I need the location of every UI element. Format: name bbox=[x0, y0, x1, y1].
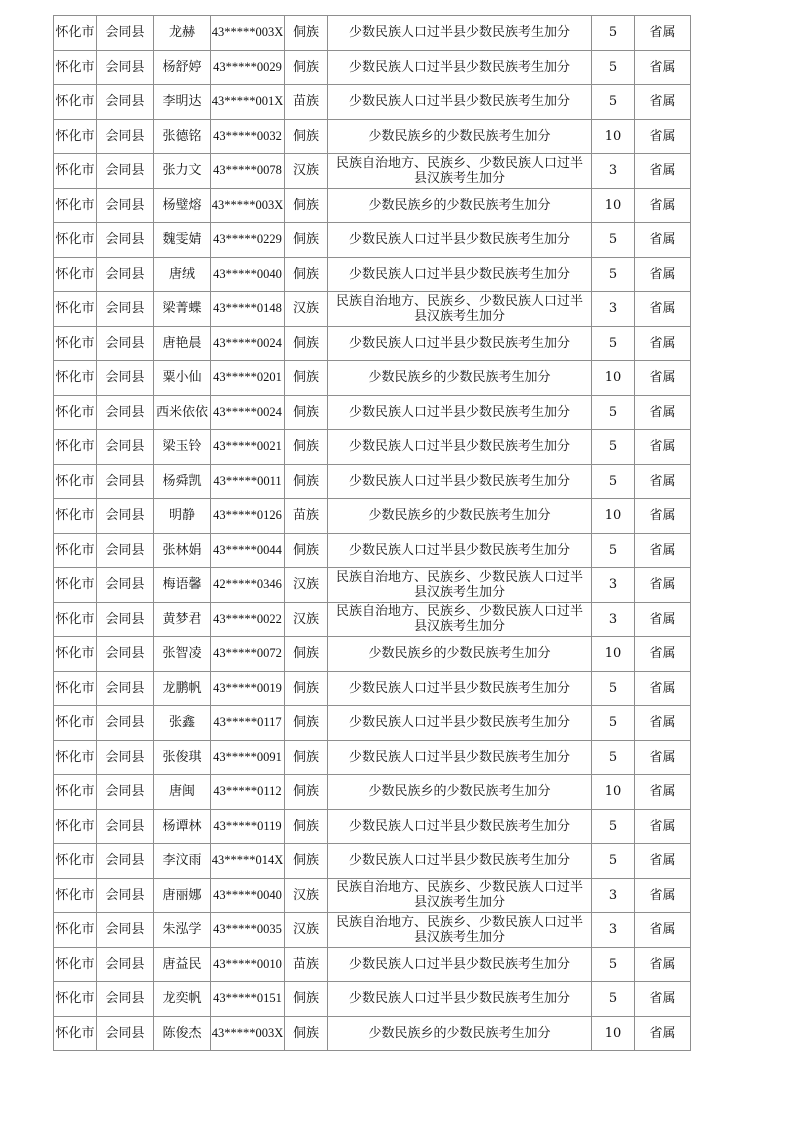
ethnicity-cell: 苗族 bbox=[285, 499, 328, 534]
level-cell: 省属 bbox=[635, 533, 691, 568]
table-row bbox=[54, 257, 691, 292]
table-row bbox=[54, 533, 691, 568]
id-number-cell: 43*****0091 bbox=[211, 740, 285, 775]
level-cell: 省属 bbox=[635, 430, 691, 465]
county-cell: 会同县 bbox=[97, 395, 154, 430]
bonus-points-cell: 3 bbox=[592, 913, 635, 948]
name-cell: 陈俊杰 bbox=[154, 1016, 211, 1051]
id-number-cell: 43*****0029 bbox=[211, 50, 285, 85]
level-cell: 省属 bbox=[635, 913, 691, 948]
bonus-reason-cell: 少数民族人口过半县少数民族考生加分 bbox=[328, 844, 592, 879]
level-cell: 省属 bbox=[635, 188, 691, 223]
county-cell: 会同县 bbox=[97, 119, 154, 154]
bonus-reason-cell: 少数民族乡的少数民族考生加分 bbox=[328, 637, 592, 672]
table-row bbox=[54, 464, 691, 499]
county-cell: 会同县 bbox=[97, 913, 154, 948]
level-cell: 省属 bbox=[635, 119, 691, 154]
name-cell: 唐闽 bbox=[154, 775, 211, 810]
id-number-cell: 43*****0078 bbox=[211, 154, 285, 189]
name-cell: 魏雯婧 bbox=[154, 223, 211, 258]
county-cell: 会同县 bbox=[97, 85, 154, 120]
name-cell: 杨舜凯 bbox=[154, 464, 211, 499]
id-number-cell: 43*****0011 bbox=[211, 464, 285, 499]
bonus-points-cell: 10 bbox=[592, 775, 635, 810]
bonus-points-cell: 10 bbox=[592, 119, 635, 154]
city-cell: 怀化市 bbox=[54, 154, 97, 189]
county-cell: 会同县 bbox=[97, 154, 154, 189]
city-cell: 怀化市 bbox=[54, 223, 97, 258]
level-cell: 省属 bbox=[635, 775, 691, 810]
name-cell: 李明达 bbox=[154, 85, 211, 120]
ethnicity-cell: 侗族 bbox=[285, 706, 328, 741]
name-cell: 龙奕帆 bbox=[154, 982, 211, 1017]
level-cell: 省属 bbox=[635, 844, 691, 879]
city-cell: 怀化市 bbox=[54, 740, 97, 775]
ethnicity-cell: 汉族 bbox=[285, 602, 328, 637]
level-cell: 省属 bbox=[635, 637, 691, 672]
level-cell: 省属 bbox=[635, 223, 691, 258]
id-number-cell: 43*****0035 bbox=[211, 913, 285, 948]
bonus-reason-cell: 少数民族乡的少数民族考生加分 bbox=[328, 119, 592, 154]
level-cell: 省属 bbox=[635, 395, 691, 430]
bonus-reason-cell: 民族自治地方、民族乡、少数民族人口过半县汉族考生加分 bbox=[328, 913, 592, 948]
county-cell: 会同县 bbox=[97, 188, 154, 223]
ethnicity-cell: 侗族 bbox=[285, 844, 328, 879]
bonus-points-cell: 10 bbox=[592, 361, 635, 396]
level-cell: 省属 bbox=[635, 740, 691, 775]
bonus-reason-cell: 少数民族乡的少数民族考生加分 bbox=[328, 775, 592, 810]
city-cell: 怀化市 bbox=[54, 982, 97, 1017]
ethnicity-cell: 侗族 bbox=[285, 740, 328, 775]
bonus-points-cell: 10 bbox=[592, 188, 635, 223]
name-cell: 唐艳晨 bbox=[154, 326, 211, 361]
table-row bbox=[54, 326, 691, 361]
table-row bbox=[54, 223, 691, 258]
ethnicity-cell: 侗族 bbox=[285, 464, 328, 499]
city-cell: 怀化市 bbox=[54, 533, 97, 568]
name-cell: 梅语馨 bbox=[154, 568, 211, 603]
ethnicity-cell: 侗族 bbox=[285, 326, 328, 361]
id-number-cell: 43*****0040 bbox=[211, 257, 285, 292]
bonus-points-cell: 3 bbox=[592, 602, 635, 637]
ethnicity-cell: 苗族 bbox=[285, 947, 328, 982]
ethnicity-cell: 汉族 bbox=[285, 568, 328, 603]
level-cell: 省属 bbox=[635, 706, 691, 741]
county-cell: 会同县 bbox=[97, 533, 154, 568]
id-number-cell: 43*****0117 bbox=[211, 706, 285, 741]
city-cell: 怀化市 bbox=[54, 188, 97, 223]
id-number-cell: 43*****001X bbox=[211, 85, 285, 120]
city-cell: 怀化市 bbox=[54, 326, 97, 361]
ethnicity-cell: 侗族 bbox=[285, 1016, 328, 1051]
id-number-cell: 43*****0119 bbox=[211, 809, 285, 844]
id-number-cell: 43*****0022 bbox=[211, 602, 285, 637]
city-cell: 怀化市 bbox=[54, 430, 97, 465]
name-cell: 龙赫 bbox=[154, 16, 211, 51]
name-cell: 张林娟 bbox=[154, 533, 211, 568]
ethnicity-cell: 侗族 bbox=[285, 809, 328, 844]
city-cell: 怀化市 bbox=[54, 913, 97, 948]
name-cell: 梁玉铃 bbox=[154, 430, 211, 465]
county-cell: 会同县 bbox=[97, 50, 154, 85]
id-number-cell: 43*****003X bbox=[211, 16, 285, 51]
level-cell: 省属 bbox=[635, 326, 691, 361]
level-cell: 省属 bbox=[635, 257, 691, 292]
county-cell: 会同县 bbox=[97, 499, 154, 534]
id-number-cell: 43*****0072 bbox=[211, 637, 285, 672]
city-cell: 怀化市 bbox=[54, 395, 97, 430]
city-cell: 怀化市 bbox=[54, 568, 97, 603]
name-cell: 唐丽娜 bbox=[154, 878, 211, 913]
county-cell: 会同县 bbox=[97, 430, 154, 465]
bonus-reason-cell: 少数民族人口过半县少数民族考生加分 bbox=[328, 982, 592, 1017]
level-cell: 省属 bbox=[635, 878, 691, 913]
name-cell: 粟小仙 bbox=[154, 361, 211, 396]
bonus-reason-cell: 少数民族人口过半县少数民族考生加分 bbox=[328, 706, 592, 741]
bonus-points-cell: 5 bbox=[592, 16, 635, 51]
name-cell: 龙鹏帆 bbox=[154, 671, 211, 706]
bonus-points-cell: 5 bbox=[592, 740, 635, 775]
name-cell: 张德铭 bbox=[154, 119, 211, 154]
county-cell: 会同县 bbox=[97, 637, 154, 672]
ethnicity-cell: 侗族 bbox=[285, 671, 328, 706]
city-cell: 怀化市 bbox=[54, 844, 97, 879]
city-cell: 怀化市 bbox=[54, 499, 97, 534]
bonus-points-cell: 5 bbox=[592, 50, 635, 85]
bonus-reason-cell: 少数民族乡的少数民族考生加分 bbox=[328, 361, 592, 396]
bonus-points-cell: 5 bbox=[592, 844, 635, 879]
county-cell: 会同县 bbox=[97, 464, 154, 499]
id-number-cell: 43*****0019 bbox=[211, 671, 285, 706]
table-row bbox=[54, 154, 691, 189]
city-cell: 怀化市 bbox=[54, 464, 97, 499]
level-cell: 省属 bbox=[635, 292, 691, 327]
id-number-cell: 43*****0032 bbox=[211, 119, 285, 154]
table-body bbox=[54, 16, 691, 1051]
bonus-points-cell: 5 bbox=[592, 982, 635, 1017]
name-cell: 李汶雨 bbox=[154, 844, 211, 879]
bonus-reason-cell: 少数民族人口过半县少数民族考生加分 bbox=[328, 809, 592, 844]
level-cell: 省属 bbox=[635, 85, 691, 120]
county-cell: 会同县 bbox=[97, 257, 154, 292]
city-cell: 怀化市 bbox=[54, 809, 97, 844]
bonus-points-cell: 10 bbox=[592, 637, 635, 672]
level-cell: 省属 bbox=[635, 499, 691, 534]
bonus-points-table bbox=[53, 15, 691, 1051]
bonus-reason-cell: 少数民族乡的少数民族考生加分 bbox=[328, 499, 592, 534]
ethnicity-cell: 侗族 bbox=[285, 257, 328, 292]
name-cell: 黄梦君 bbox=[154, 602, 211, 637]
level-cell: 省属 bbox=[635, 16, 691, 51]
city-cell: 怀化市 bbox=[54, 602, 97, 637]
table-row bbox=[54, 706, 691, 741]
id-number-cell: 43*****0010 bbox=[211, 947, 285, 982]
county-cell: 会同县 bbox=[97, 947, 154, 982]
id-number-cell: 43*****0024 bbox=[211, 326, 285, 361]
level-cell: 省属 bbox=[635, 809, 691, 844]
county-cell: 会同县 bbox=[97, 568, 154, 603]
table-row bbox=[54, 16, 691, 51]
table-row bbox=[54, 292, 691, 327]
bonus-points-cell: 5 bbox=[592, 223, 635, 258]
city-cell: 怀化市 bbox=[54, 257, 97, 292]
level-cell: 省属 bbox=[635, 1016, 691, 1051]
bonus-reason-cell: 少数民族人口过半县少数民族考生加分 bbox=[328, 326, 592, 361]
ethnicity-cell: 汉族 bbox=[285, 878, 328, 913]
id-number-cell: 43*****0112 bbox=[211, 775, 285, 810]
bonus-reason-cell: 民族自治地方、民族乡、少数民族人口过半县汉族考生加分 bbox=[328, 154, 592, 189]
id-number-cell: 43*****0126 bbox=[211, 499, 285, 534]
county-cell: 会同县 bbox=[97, 671, 154, 706]
bonus-reason-cell: 少数民族人口过半县少数民族考生加分 bbox=[328, 671, 592, 706]
city-cell: 怀化市 bbox=[54, 119, 97, 154]
bonus-reason-cell: 少数民族人口过半县少数民族考生加分 bbox=[328, 464, 592, 499]
level-cell: 省属 bbox=[635, 361, 691, 396]
id-number-cell: 43*****0229 bbox=[211, 223, 285, 258]
table-row bbox=[54, 499, 691, 534]
ethnicity-cell: 侗族 bbox=[285, 982, 328, 1017]
ethnicity-cell: 汉族 bbox=[285, 154, 328, 189]
table-row bbox=[54, 361, 691, 396]
city-cell: 怀化市 bbox=[54, 1016, 97, 1051]
level-cell: 省属 bbox=[635, 568, 691, 603]
name-cell: 唐绒 bbox=[154, 257, 211, 292]
ethnicity-cell: 汉族 bbox=[285, 292, 328, 327]
bonus-reason-cell: 民族自治地方、民族乡、少数民族人口过半县汉族考生加分 bbox=[328, 292, 592, 327]
id-number-cell: 43*****0044 bbox=[211, 533, 285, 568]
table-row bbox=[54, 671, 691, 706]
table-row bbox=[54, 395, 691, 430]
table-row bbox=[54, 844, 691, 879]
county-cell: 会同县 bbox=[97, 982, 154, 1017]
table-row bbox=[54, 809, 691, 844]
city-cell: 怀化市 bbox=[54, 637, 97, 672]
name-cell: 张俊琪 bbox=[154, 740, 211, 775]
ethnicity-cell: 侗族 bbox=[285, 50, 328, 85]
ethnicity-cell: 侗族 bbox=[285, 395, 328, 430]
id-number-cell: 43*****0148 bbox=[211, 292, 285, 327]
city-cell: 怀化市 bbox=[54, 85, 97, 120]
name-cell: 梁菁蝶 bbox=[154, 292, 211, 327]
name-cell: 张鑫 bbox=[154, 706, 211, 741]
city-cell: 怀化市 bbox=[54, 878, 97, 913]
county-cell: 会同县 bbox=[97, 361, 154, 396]
ethnicity-cell: 侗族 bbox=[285, 533, 328, 568]
id-number-cell: 43*****014X bbox=[211, 844, 285, 879]
county-cell: 会同县 bbox=[97, 1016, 154, 1051]
table-row bbox=[54, 50, 691, 85]
table-row bbox=[54, 568, 691, 603]
ethnicity-cell: 侗族 bbox=[285, 775, 328, 810]
bonus-points-cell: 10 bbox=[592, 1016, 635, 1051]
bonus-reason-cell: 民族自治地方、民族乡、少数民族人口过半县汉族考生加分 bbox=[328, 878, 592, 913]
ethnicity-cell: 苗族 bbox=[285, 85, 328, 120]
level-cell: 省属 bbox=[635, 947, 691, 982]
level-cell: 省属 bbox=[635, 982, 691, 1017]
city-cell: 怀化市 bbox=[54, 361, 97, 396]
table-row bbox=[54, 188, 691, 223]
bonus-reason-cell: 民族自治地方、民族乡、少数民族人口过半县汉族考生加分 bbox=[328, 602, 592, 637]
id-number-cell: 43*****0021 bbox=[211, 430, 285, 465]
bonus-reason-cell: 少数民族人口过半县少数民族考生加分 bbox=[328, 740, 592, 775]
county-cell: 会同县 bbox=[97, 326, 154, 361]
id-number-cell: 43*****003X bbox=[211, 1016, 285, 1051]
county-cell: 会同县 bbox=[97, 844, 154, 879]
city-cell: 怀化市 bbox=[54, 706, 97, 741]
bonus-reason-cell: 少数民族人口过半县少数民族考生加分 bbox=[328, 16, 592, 51]
ethnicity-cell: 侗族 bbox=[285, 361, 328, 396]
city-cell: 怀化市 bbox=[54, 292, 97, 327]
table-row bbox=[54, 775, 691, 810]
name-cell: 明静 bbox=[154, 499, 211, 534]
level-cell: 省属 bbox=[635, 602, 691, 637]
bonus-reason-cell: 民族自治地方、民族乡、少数民族人口过半县汉族考生加分 bbox=[328, 568, 592, 603]
table-row bbox=[54, 637, 691, 672]
bonus-reason-cell: 少数民族人口过半县少数民族考生加分 bbox=[328, 395, 592, 430]
ethnicity-cell: 侗族 bbox=[285, 430, 328, 465]
bonus-points-cell: 5 bbox=[592, 464, 635, 499]
bonus-points-cell: 5 bbox=[592, 671, 635, 706]
city-cell: 怀化市 bbox=[54, 671, 97, 706]
bonus-points-cell: 5 bbox=[592, 326, 635, 361]
table-row bbox=[54, 878, 691, 913]
table-row bbox=[54, 913, 691, 948]
bonus-points-cell: 5 bbox=[592, 85, 635, 120]
name-cell: 张力文 bbox=[154, 154, 211, 189]
name-cell: 朱泓学 bbox=[154, 913, 211, 948]
county-cell: 会同县 bbox=[97, 706, 154, 741]
bonus-reason-cell: 少数民族人口过半县少数民族考生加分 bbox=[328, 50, 592, 85]
county-cell: 会同县 bbox=[97, 775, 154, 810]
name-cell: 杨舒婷 bbox=[154, 50, 211, 85]
bonus-points-cell: 10 bbox=[592, 499, 635, 534]
id-number-cell: 43*****0201 bbox=[211, 361, 285, 396]
bonus-reason-cell: 少数民族人口过半县少数民族考生加分 bbox=[328, 257, 592, 292]
id-number-cell: 43*****003X bbox=[211, 188, 285, 223]
level-cell: 省属 bbox=[635, 671, 691, 706]
table-row bbox=[54, 1016, 691, 1051]
id-number-cell: 43*****0040 bbox=[211, 878, 285, 913]
bonus-reason-cell: 少数民族人口过半县少数民族考生加分 bbox=[328, 947, 592, 982]
level-cell: 省属 bbox=[635, 464, 691, 499]
name-cell: 唐益民 bbox=[154, 947, 211, 982]
id-number-cell: 42*****0346 bbox=[211, 568, 285, 603]
county-cell: 会同县 bbox=[97, 602, 154, 637]
bonus-reason-cell: 少数民族乡的少数民族考生加分 bbox=[328, 188, 592, 223]
id-number-cell: 43*****0024 bbox=[211, 395, 285, 430]
city-cell: 怀化市 bbox=[54, 775, 97, 810]
bonus-reason-cell: 少数民族人口过半县少数民族考生加分 bbox=[328, 533, 592, 568]
name-cell: 杨谭林 bbox=[154, 809, 211, 844]
ethnicity-cell: 汉族 bbox=[285, 913, 328, 948]
ethnicity-cell: 侗族 bbox=[285, 637, 328, 672]
bonus-reason-cell: 少数民族人口过半县少数民族考生加分 bbox=[328, 430, 592, 465]
table-row bbox=[54, 119, 691, 154]
bonus-points-cell: 5 bbox=[592, 395, 635, 430]
bonus-points-cell: 5 bbox=[592, 947, 635, 982]
level-cell: 省属 bbox=[635, 50, 691, 85]
bonus-points-cell: 5 bbox=[592, 706, 635, 741]
bonus-points-cell: 3 bbox=[592, 292, 635, 327]
county-cell: 会同县 bbox=[97, 223, 154, 258]
bonus-points-cell: 3 bbox=[592, 878, 635, 913]
ethnicity-cell: 侗族 bbox=[285, 16, 328, 51]
city-cell: 怀化市 bbox=[54, 947, 97, 982]
table-row bbox=[54, 602, 691, 637]
id-number-cell: 43*****0151 bbox=[211, 982, 285, 1017]
table-row bbox=[54, 947, 691, 982]
county-cell: 会同县 bbox=[97, 878, 154, 913]
bonus-reason-cell: 少数民族乡的少数民族考生加分 bbox=[328, 1016, 592, 1051]
city-cell: 怀化市 bbox=[54, 16, 97, 51]
table-row bbox=[54, 430, 691, 465]
table-row bbox=[54, 740, 691, 775]
county-cell: 会同县 bbox=[97, 292, 154, 327]
table-row bbox=[54, 982, 691, 1017]
bonus-reason-cell: 少数民族人口过半县少数民族考生加分 bbox=[328, 223, 592, 258]
ethnicity-cell: 侗族 bbox=[285, 223, 328, 258]
level-cell: 省属 bbox=[635, 154, 691, 189]
county-cell: 会同县 bbox=[97, 809, 154, 844]
ethnicity-cell: 侗族 bbox=[285, 188, 328, 223]
bonus-reason-cell: 少数民族人口过半县少数民族考生加分 bbox=[328, 85, 592, 120]
bonus-points-cell: 5 bbox=[592, 257, 635, 292]
name-cell: 张智凌 bbox=[154, 637, 211, 672]
table-row bbox=[54, 85, 691, 120]
county-cell: 会同县 bbox=[97, 16, 154, 51]
bonus-points-cell: 5 bbox=[592, 430, 635, 465]
bonus-points-cell: 5 bbox=[592, 809, 635, 844]
county-cell: 会同县 bbox=[97, 740, 154, 775]
ethnicity-cell: 侗族 bbox=[285, 119, 328, 154]
bonus-points-cell: 5 bbox=[592, 533, 635, 568]
bonus-points-cell: 3 bbox=[592, 568, 635, 603]
name-cell: 杨璧熔 bbox=[154, 188, 211, 223]
city-cell: 怀化市 bbox=[54, 50, 97, 85]
bonus-points-cell: 3 bbox=[592, 154, 635, 189]
name-cell: 西米依依 bbox=[154, 395, 211, 430]
